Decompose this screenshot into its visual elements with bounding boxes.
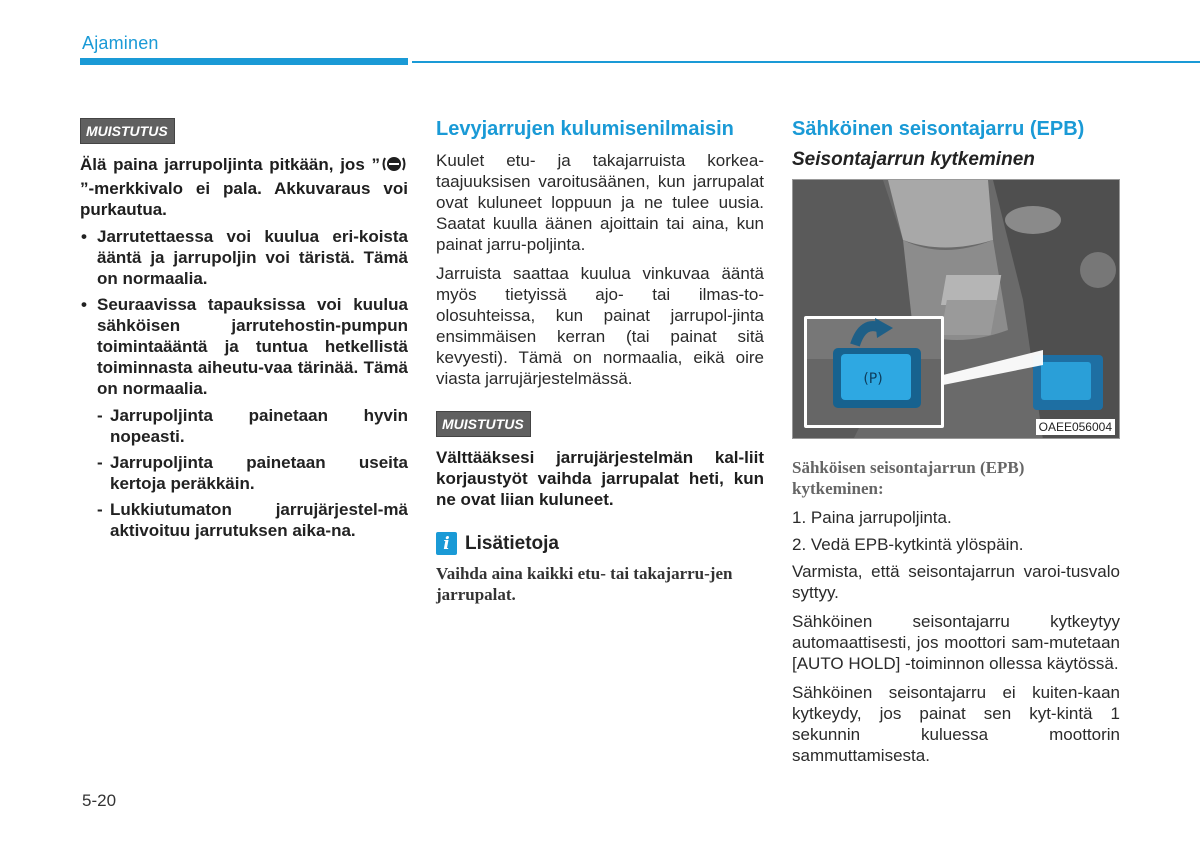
bullet-item: • Jarrutettaessa voi kuulua eri-koista ääntä ja jarrupoljin voi täristä. Tämä on normaalia.	[81, 227, 408, 288]
paragraph: Sähköinen seisontajarru ei kuiten-kaan kytkeydy, jos painat sen kyt-kintä 1 sekunnin kuluessa moottorin sammuttamisesta.	[792, 683, 1120, 765]
epb-switch-photo	[792, 179, 1120, 439]
step-item: 1. Paina jarrupoljinta.	[792, 508, 952, 527]
header-rule-thin	[412, 61, 1200, 63]
column-3	[792, 118, 1120, 766]
console-illustration	[793, 180, 1120, 439]
bullet-item: • Seuraavissa tapauksissa voi kuulua sähköisen jarrutehostin-pumpun toimintaääntä ja tuntua hetkellistä toiminnasta aiheutu-vaa tärinää. Tämä on normaalia. - Jarrupoljinta painetaan hyvin nopeasti. - Jarrupoljinta painetaan useita kertoja peräkkäin. - Lukkiutumaton jarrujärjestel-mä aktivoituu jarrutuksen aika-na.	[81, 295, 408, 540]
paragraph: Jarruista saattaa kuulua vinkuvaa ääntä myös tietyissä ajo- tai ilmas-to-olosuhteissa, kun painat jarrupol-jinta ensimmäisen kerran (tai painat sitä kevyesti). Tämä on normaalia, eikä oire viasta jarrujärjestelmässä.	[436, 264, 764, 388]
caution-text-post: ”-merkkivalo ei pala. Akkuvaraus voi purkautua.	[80, 179, 408, 219]
dash-item: - Lukkiutumaton jarrujärjestel-mä aktivoituu jarrutuksen aika-na.	[97, 500, 408, 540]
column-2	[436, 118, 764, 605]
paragraph: Sähköinen seisontajarru kytkeytyy automaattisesti, jos moottori sam-mutetaan [AUTO HOLD] -toiminnon ollessa käytössä.	[792, 612, 1120, 673]
dash-item: - Jarrupoljinta painetaan useita kertoja peräkkäin.	[97, 453, 408, 493]
paragraph: Varmista, että seisontajarrun varoi-tusvalo syttyy.	[792, 562, 1120, 602]
caution-badge: MUISTUTUS	[80, 118, 175, 144]
caution-badge: MUISTUTUS	[436, 411, 531, 437]
image-code: OAEE056004	[1036, 419, 1115, 435]
svg-text:(P): (P)	[863, 371, 883, 387]
header-rule-thick	[80, 58, 408, 65]
parking-brake-warning-icon	[381, 155, 407, 178]
page-number: 5-20	[82, 791, 117, 810]
section-title-disc-wear: Levyjarrujen kulumisenilmaisin	[436, 118, 734, 140]
info-icon: i	[436, 532, 457, 555]
step-item: 2. Vedä EPB-kytkintä ylöspäin.	[792, 535, 1024, 554]
caution-text	[80, 154, 408, 220]
dash-list	[97, 405, 408, 541]
caution-text: Välttääksesi jarrujärjestelmän kal-liit korjaustyöt vaihda jarrupalat heti, kun ne ovat liian kuluneet.	[436, 448, 764, 509]
info-title: Lisätietoja	[465, 532, 559, 554]
info-text: Vaihda aina kaikki etu- tai takajarru-jen jarrupalat.	[436, 564, 733, 604]
caution-bullet-list	[80, 226, 408, 541]
subtitle: Seisontajarrun kytkeminen	[792, 149, 1035, 170]
section-header: Ajaminen	[82, 33, 159, 53]
info-header	[436, 532, 764, 555]
dash-item: - Jarrupoljinta painetaan hyvin nopeasti.	[97, 406, 408, 446]
paragraph: Kuulet etu- ja takajarruista korkea-taajuuksisen varoitusäänen, kun jarrupalat ovat kuluneet loppuun ja ne tulee uusia. Saatat kuulla äänen ajoittain tai aina, kun painat jarru-poljinta.	[436, 151, 764, 254]
steps-heading: Sähköisen seisontajarrun (EPB) kytkeminen:	[792, 458, 1025, 498]
steps-list	[792, 507, 1120, 555]
section-title-epb: Sähköinen seisontajarru (EPB)	[792, 118, 1085, 140]
caution-text-pre: Älä paina jarrupoljinta pitkään, jos ”	[80, 155, 380, 174]
column-1	[80, 118, 408, 546]
